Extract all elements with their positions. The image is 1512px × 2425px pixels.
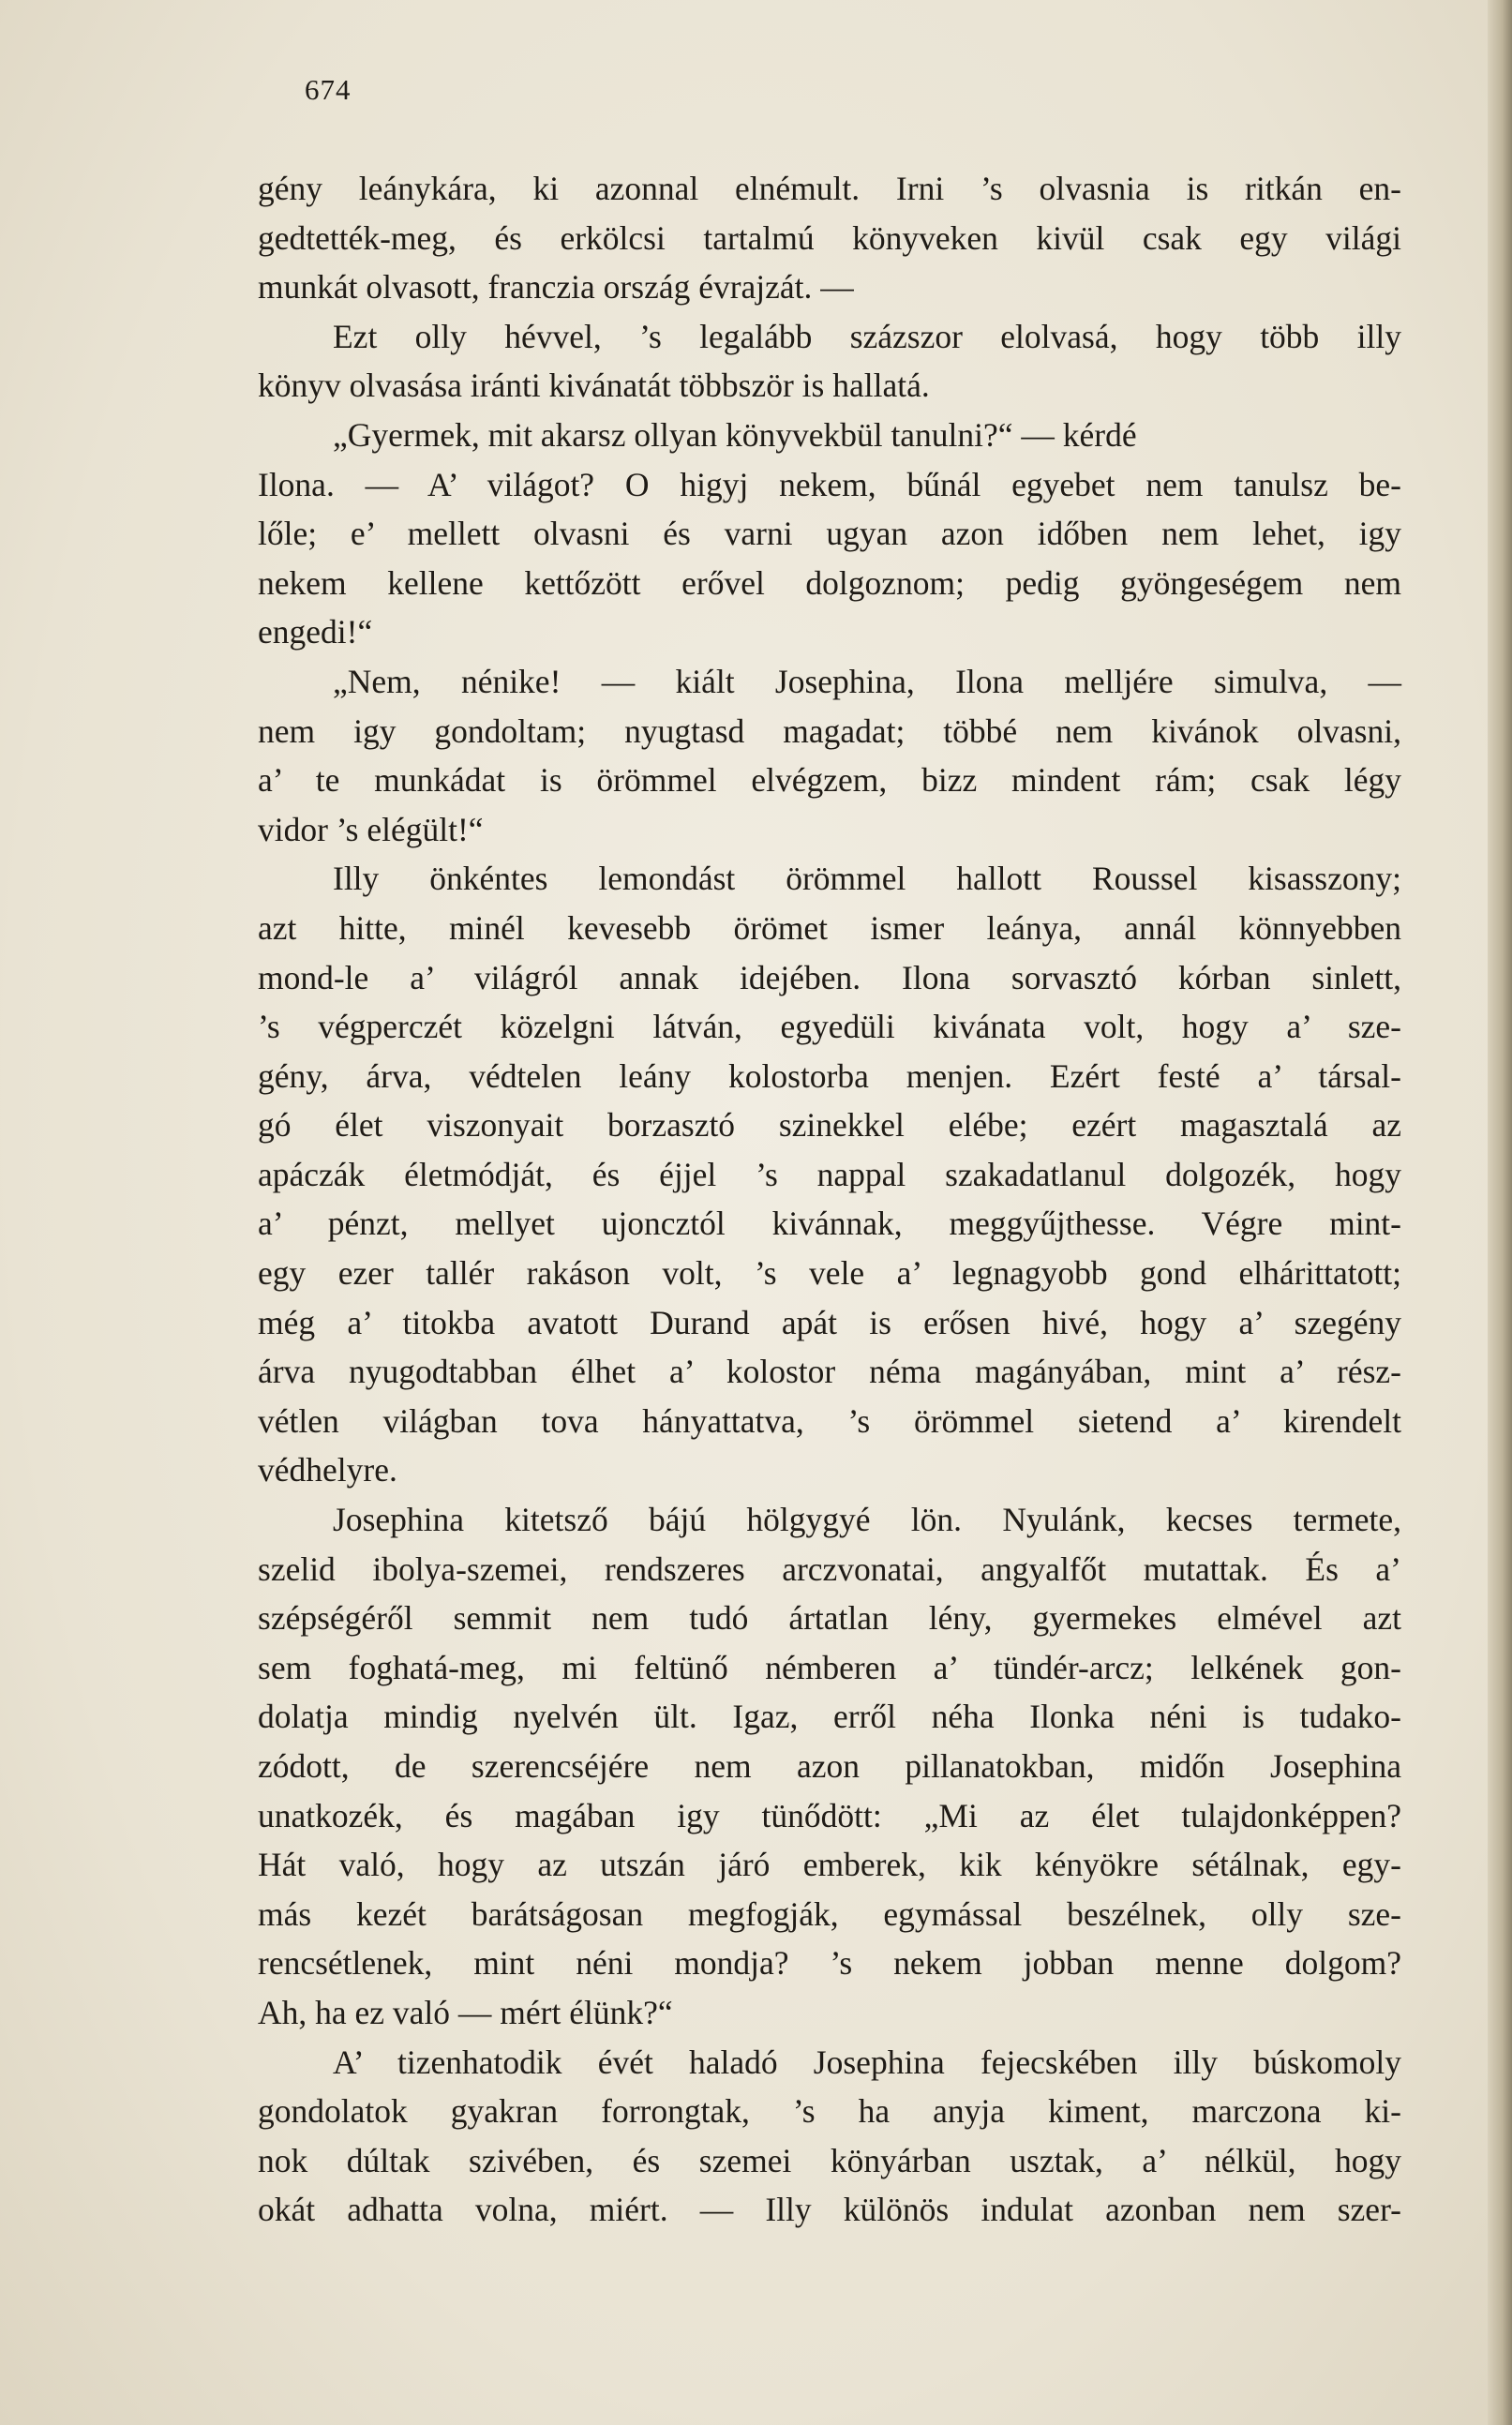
text-line: egy ezer tallér rakáson volt, ’s vele a’ legnagyobb gond elhárittatott; bbox=[258, 1254, 1401, 1293]
text-line: a’ pénzt, mellyet ujoncztól kivánnak, meggyűjthesse. Végre mint- bbox=[258, 1205, 1401, 1243]
body-text bbox=[258, 164, 1401, 2235]
text-line: Illy önkéntes lemondást örömmel hallott Roussel kisasszony; bbox=[333, 860, 1401, 898]
text-line: nem igy gondoltam; nyugtasd magadat; többé nem kivánok olvasni, bbox=[258, 711, 1401, 750]
text-line: Josephina kitetsző bájú hölgygyé lön. Nyulánk, kecses termete, bbox=[333, 1501, 1401, 1539]
text-line: gény, árva, védtelen leány kolostorba menjen. Ezért festé a’ társal- bbox=[258, 1056, 1401, 1095]
text-line: védhelyre. bbox=[258, 1451, 397, 1489]
text-line: szépségéről semmit nem tudó ártatlan lény, gyermekes elmével azt bbox=[258, 1599, 1401, 1638]
text-line: engedi!“ bbox=[258, 613, 373, 651]
text-line: könyv olvasása iránti kivánatát többször is hallatá. bbox=[258, 367, 930, 405]
text-line: Ah, ha ez való — mért élünk?“ bbox=[258, 1993, 673, 2031]
text-line: gény leánykára, ki azonnal elnémult. Irni ’s olvasnia is ritkán en- bbox=[258, 170, 1401, 207]
page-number: 674 bbox=[305, 73, 352, 106]
text-line: vétlen világban tova hányattatva, ’s örömmel sietend a’ kirendelt bbox=[258, 1401, 1401, 1440]
text-line: gedtették-meg, és erkölcsi tartalmú könyveken kivül csak egy világi bbox=[258, 218, 1401, 257]
text-line: Ilona. — A’ világot? O higyj nekem, bűnál egyebet nem tanulsz be- bbox=[258, 465, 1401, 503]
text-line: nok dúltak szivében, és szemei könyárban usztak, a’ nélkül, hogy bbox=[258, 2141, 1401, 2179]
text-line: unatkozék, és magában igy tünődött: „Mi az élet tulajdonképpen? bbox=[258, 1796, 1401, 1834]
text-line: nekem kellene kettőzött erővel dolgoznom; pedig gyöngeségem nem bbox=[258, 563, 1401, 602]
text-line: árva nyugodtabban élhet a’ kolostor néma magányában, mint a’ rész- bbox=[258, 1353, 1401, 1391]
text-line: apáczák életmódját, és éjjel ’s nappal szakadatlanul dolgozék, hogy bbox=[258, 1155, 1401, 1193]
text-line: „Nem, nénike! — kiált Josephina, Ilona melljére simulva, — bbox=[333, 662, 1401, 700]
text-line: más kezét barátságosan megfogják, egymással beszélnek, olly sze- bbox=[258, 1894, 1401, 1933]
text-line: sem foghatá-meg, mi feltünő némberen a’ tündér-arcz; lelkének gon- bbox=[258, 1648, 1401, 1686]
text-line: szelid ibolya-szemei, rendszeres arczvonatai, angyalfőt mutattak. És a’ bbox=[258, 1549, 1401, 1588]
text-line: gó élet viszonyait borzasztó szinekkel elébe; ezért magasztalá az bbox=[258, 1106, 1401, 1145]
text-line: zódott, de szerencséjére nem azon pillanatokban, midőn Josephina bbox=[258, 1747, 1401, 1785]
text-line: A’ tizenhatodik évét haladó Josephina fejecskében illy búskomoly bbox=[333, 2043, 1401, 2081]
text-line: vidor ’s elégült!“ bbox=[258, 810, 484, 848]
text-line: „Gyermek, mit akarsz ollyan könyvekbül tanulni?“ — kérdé bbox=[333, 415, 1137, 454]
text-line: még a’ titokba avatott Durand apát is erősen hivé, hogy a’ szegény bbox=[258, 1303, 1401, 1341]
text-line: rencsétlenek, mint néni mondja? ’s nekem jobban menne dolgom? bbox=[258, 1944, 1401, 1983]
page-gutter-shadow bbox=[1488, 0, 1512, 2425]
text-line: a’ te munkádat is örömmel elvégzem, bizz mindent rám; csak légy bbox=[258, 761, 1401, 800]
text-line: Ezt olly hévvel, ’s legalább százszor elolvasá, hogy több illy bbox=[333, 317, 1401, 355]
text-line: okát adhatta volna, miért. — Illy különös indulat azonban nem szer- bbox=[258, 2191, 1401, 2229]
text-line: Hát való, hogy az utszán járó emberek, kik kényökre sétálnak, egy- bbox=[258, 1846, 1401, 1884]
text-line: azt hitte, minél kevesebb örömet ismer leánya, annál könnyebben bbox=[258, 908, 1401, 947]
text-line: lőle; e’ mellett olvasni és varni ugyan azon időben nem lehet, igy bbox=[258, 515, 1401, 553]
text-line: dolatja mindig nyelvén ült. Igaz, erről néha Ilonka néni is tudako- bbox=[258, 1698, 1401, 1736]
text-line: munkát olvasott, franczia ország évrajzát. — bbox=[258, 268, 854, 307]
text-line: ’s végperczét közelgni látván, egyedüli kivánata volt, hogy a’ sze- bbox=[258, 1008, 1401, 1046]
text-line: mond-le a’ világról annak idejében. Ilona sorvasztó kórban sinlett, bbox=[258, 958, 1401, 996]
text-line: gondolatok gyakran forrongtak, ’s ha anyja kiment, marczona ki- bbox=[258, 2092, 1401, 2131]
